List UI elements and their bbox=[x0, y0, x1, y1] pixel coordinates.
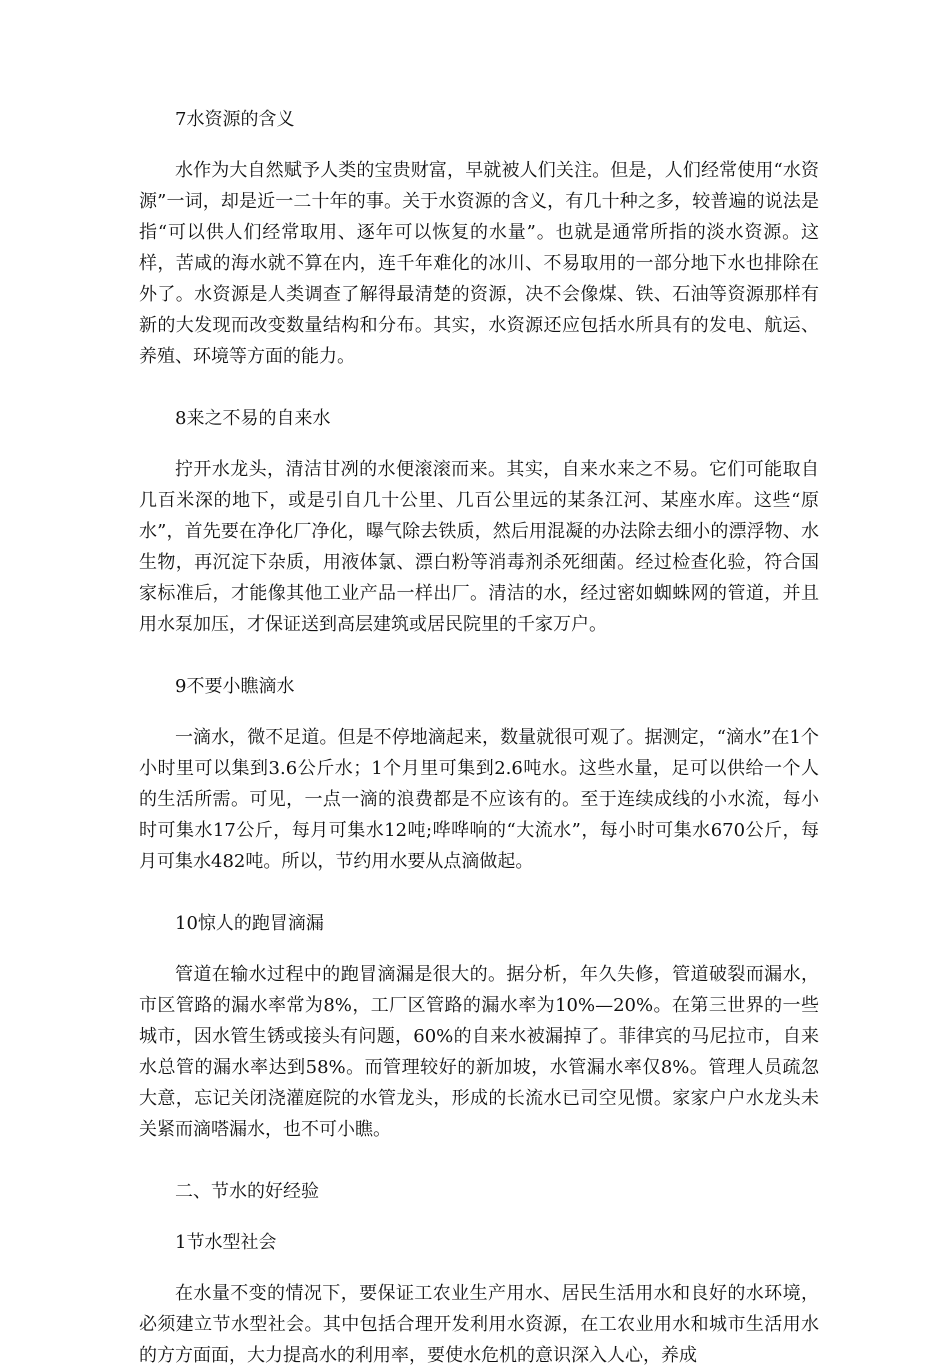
section-paragraph-8: 拧开水龙头，清洁甘冽的水便滚滚而来。其实，自来水来之不易。它们可能取自几百米深的地下，或是引自几十公里、几百公里远的某条江河、某座水库。这些“原水”，首先要在净化厂净化，曝气除去铁质，然后用混凝的办法除去细小的漂浮物、水生物，再沉淀下杂质，用液体氯、漂白粉等消毒剂杀死细菌。经过检查化验，符合国家标准后，才能像其他工业产品一样出厂。清洁的水，经过密如蜘蛛网的管道，并且用水泵加压，才保证送到高层建筑或居民院里的千家万户。 bbox=[139, 459, 819, 635]
document-body bbox=[139, 104, 819, 1371]
section-paragraph-9: 一滴水，微不足道。但是不停地滴起来，数量就很可观了。据测定，“滴水”在1个小时里可以集到3.6公斤水；1个月里可集到2.6吨水。这些水量，足可以供给一个人的生活所需。可见，一点一滴的浪费都是不应该有的。至于连续成线的小水流，每小时可集水17公斤，每月可集水12吨;哗哗响的“大流水”，每小时可集水670公斤，每月可集水482吨。所以，节约用水要从点滴做起。 bbox=[139, 727, 819, 872]
section-heading-8: 8来之不易的自来水 bbox=[175, 408, 331, 429]
subsection-paragraph-1: 在水量不变的情况下，要保证工农业生产用水、居民生活用水和良好的水环境，必须建立节水型社会。其中包括合理开发利用水资源，在工农业用水和城市生活用水的方方面面，大力提高水的利用率，要使水危机的意识深入人心，养成 bbox=[139, 1283, 819, 1366]
subsection-heading-1: 1节水型社会 bbox=[175, 1232, 277, 1253]
section-heading-7: 7水资源的含义 bbox=[175, 109, 295, 130]
section-heading-9: 9不要小瞧滴水 bbox=[175, 676, 295, 697]
section-paragraph-10: 管道在输水过程中的跑冒滴漏是很大的。据分析，年久失修，管道破裂而漏水，市区管路的漏水率常为8%，工厂区管路的漏水率为10%—20%。在第三世界的一些城市，因水管生锈或接头有问题，60%的自来水被漏掉了。菲律宾的马尼拉市，自来水总管的漏水率达到58%。而管理较好的新加坡，水管漏水率仅8%。管理人员疏忽大意，忘记关闭浇灌庭院的水管龙头，形成的长流水已司空见惯。家家户户水龙头未关紧而滴嗒漏水，也不可小瞧。 bbox=[139, 964, 819, 1140]
chapter-heading: 二、节水的好经验 bbox=[175, 1181, 319, 1202]
section-heading-10: 10惊人的跑冒滴漏 bbox=[175, 913, 324, 934]
section-paragraph-7: 水作为大自然赋予人类的宝贵财富，早就被人们关注。但是，人们经常使用“水资源”一词，却是近一二十年的事。关于水资源的含义，有几十种之多，较普遍的说法是指“可以供人们经常取用、逐年可以恢复的水量”。也就是通常所指的淡水资源。这样，苦咸的海水就不算在内，连千年难化的冰川、不易取用的一部分地下水也排除在外了。水资源是人类调查了解得最清楚的资源，决不会像煤、铁、石油等资源那样有新的大发现而改变数量结构和分布。其实，水资源还应包括水所具有的发电、航运、养殖、环境等方面的能力。 bbox=[139, 160, 819, 367]
